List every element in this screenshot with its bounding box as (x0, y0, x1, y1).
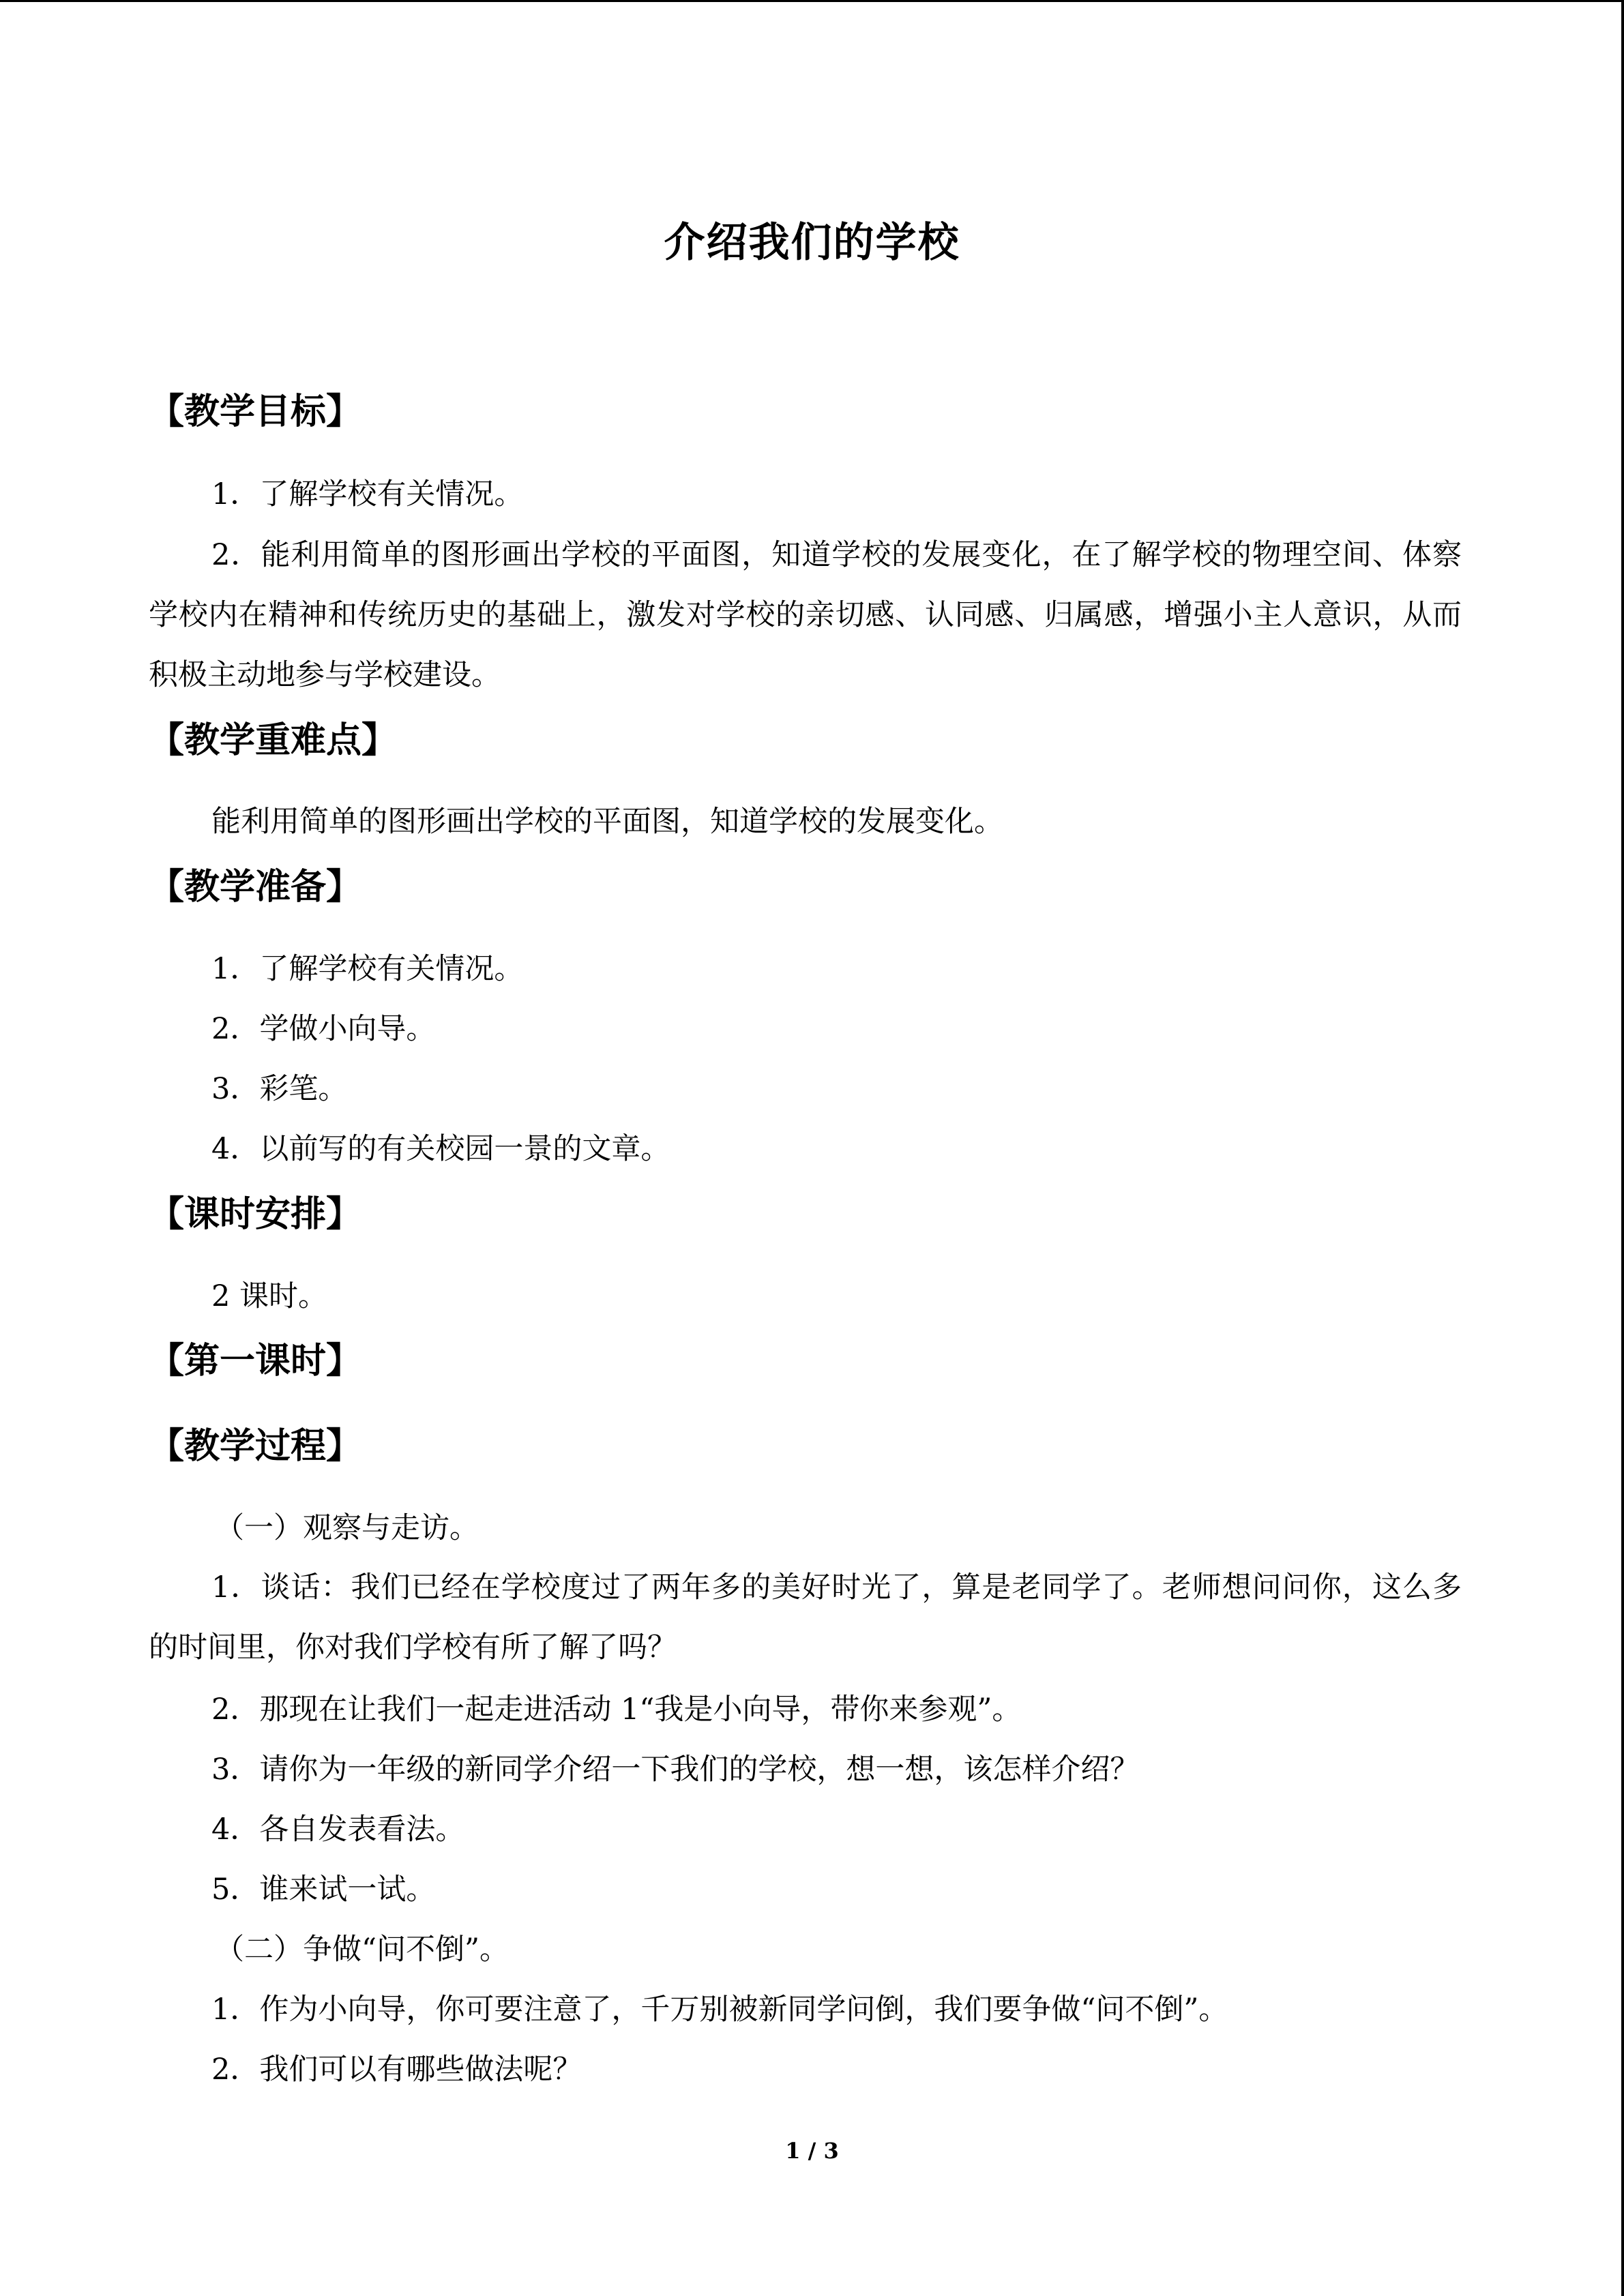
schedule-text: 2 课时。 (211, 1279, 328, 1313)
process-part2-item: 2．我们可以有哪些做法呢？ (211, 2053, 582, 2087)
process-part1-item: 3．请你为一年级的新同学介绍一下我们的学校，想一想，该怎样介绍？ (211, 1753, 1140, 1787)
key-points-heading: 【教学重难点】 (149, 719, 398, 761)
process-part1-item: 4．各自发表看法。 (211, 1813, 465, 1847)
objectives-heading: 【教学目标】 (149, 391, 362, 432)
schedule-heading: 【课时安排】 (149, 1193, 362, 1235)
process-part1-item: 1．谈话：我们已经在学校度过了两年多的美好时光了，算是老同学了。老师想问问你，这么多的时间里，你对我们学校有所了解了吗？ (149, 1570, 1462, 1665)
process-part1-item: 5．谁来试一试。 (211, 1873, 436, 1907)
lesson1-heading: 【第一课时】 (149, 1340, 362, 1382)
preparation-item: 2．学做小向导。 (211, 1012, 436, 1046)
objective-item-2: 2．能利用简单的图形画出学校的平面图，知道学校的发展变化，在了解学校的物理空间、体察学校内在精神和传统历史的基础上，激发对学校的亲切感、认同感、归属感，增强小主人意识，从而积极主动地参与学校建设。 (149, 538, 1462, 692)
process-part1-item: 2．那现在让我们一起走进活动 1“我是小向导，带你来参观”。 (211, 1693, 1022, 1727)
key-points-text: 能利用简单的图形画出学校的平面图，知道学校的发展变化。 (211, 805, 1003, 839)
process-heading: 【教学过程】 (149, 1425, 362, 1467)
process-part1-title: （一）观察与走访。 (215, 1511, 479, 1545)
preparation-item: 1．了解学校有关情况。 (211, 952, 524, 986)
document-title: 介绍我们的学校 (664, 219, 960, 267)
page-top-border (0, 0, 1624, 2)
preparation-heading: 【教学准备】 (149, 866, 362, 908)
preparation-item: 3．彩笔。 (211, 1072, 348, 1106)
preparation-item: 4．以前写的有关校园一景的文章。 (211, 1132, 670, 1166)
process-part2-item: 1．作为小向导，你可要注意了，千万别被新同学问倒，我们要争做“问不倒”。 (211, 1993, 1228, 2027)
page-right-border (1621, 0, 1624, 2296)
process-part2-title: （二）争做“问不倒”。 (215, 1933, 509, 1967)
objective-item-1: 1．了解学校有关情况。 (211, 477, 524, 511)
page-number: 1 / 3 (785, 2138, 839, 2164)
